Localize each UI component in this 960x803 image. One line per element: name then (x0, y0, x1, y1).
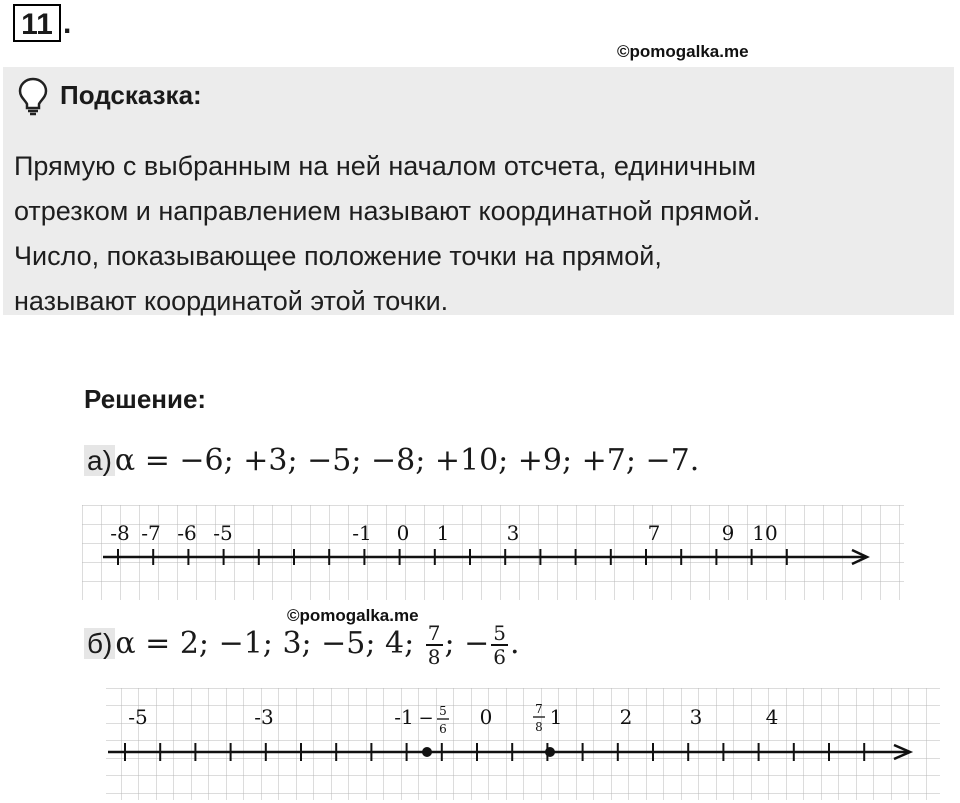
tick-label: -5 (128, 705, 148, 729)
tick-label: 9 (721, 521, 735, 545)
hint-line: отрезком и направлением называют координатной прямой. (14, 196, 761, 226)
tick-label: 2 (619, 705, 633, 729)
point-seven-eighths (545, 747, 555, 757)
fraction-five-sixths (491, 622, 508, 668)
hint-title: Подсказка: (60, 80, 202, 110)
watermark: ©pomogalka.me (287, 606, 419, 625)
part-a-expression (84, 443, 699, 478)
task-number-dot: . (63, 7, 72, 40)
tick-label: 7 (647, 521, 661, 545)
part-b-expr-mid: ; − (444, 626, 490, 661)
tick-label: 0 (479, 705, 493, 729)
fraction-numerator: 5 (493, 621, 507, 645)
hint-line: называют координатой этой точки. (14, 286, 449, 316)
part-b-expr-end: . (510, 626, 520, 661)
tick-label: 10 (752, 521, 778, 545)
part-b-expr-start: α = 2; −1; 3; −5; 4; (115, 626, 424, 661)
tick-label: -3 (254, 705, 274, 729)
part-a-expr: α = −6; +3; −5; −8; +10; +9; +7; −7. (114, 443, 700, 478)
tick-label: -1 (394, 705, 414, 729)
tick-label: -5 (213, 521, 233, 545)
number-line-b (86, 688, 940, 800)
fraction-seven-eighths (426, 622, 443, 668)
grid-background (82, 505, 904, 600)
number-line-a (82, 505, 904, 600)
tick-label: 3 (506, 521, 520, 545)
tick-label: -7 (141, 521, 161, 545)
minus-sign: − (418, 708, 434, 729)
tick-label: -1 (352, 521, 372, 545)
tick-label: -8 (110, 521, 130, 545)
watermark: ©pomogalka.me (617, 42, 749, 61)
tick-label: 4 (765, 705, 779, 729)
fraction-numerator: 7 (535, 702, 543, 716)
fraction-numerator: 7 (427, 621, 441, 645)
hint-text (14, 144, 949, 324)
hint-line: Число, показывающее положение точки на прямой, (14, 241, 662, 271)
tick-label: -6 (177, 521, 197, 545)
fraction-denominator: 8 (535, 720, 543, 734)
part-b-expression (84, 622, 520, 668)
tick-label: 1 (436, 521, 450, 545)
part-a-label: а) (84, 445, 115, 476)
part-b-label: б) (84, 628, 115, 659)
tick-label: 1 (549, 705, 563, 729)
task-number: 11 (13, 4, 61, 42)
point-minus-five-sixths (422, 747, 432, 757)
tick-label: 3 (689, 705, 703, 729)
hint-line: Прямую с выбранным на ней началом отсчета, единичным (14, 151, 757, 181)
fraction-denominator: 8 (427, 645, 441, 669)
lightbulb-icon (17, 76, 49, 116)
fraction-denominator: 6 (439, 722, 447, 736)
tick-label: 0 (396, 521, 410, 545)
fraction-numerator: 5 (439, 704, 447, 718)
solution-title: Решение: (84, 384, 207, 414)
fraction-denominator: 6 (493, 645, 507, 669)
